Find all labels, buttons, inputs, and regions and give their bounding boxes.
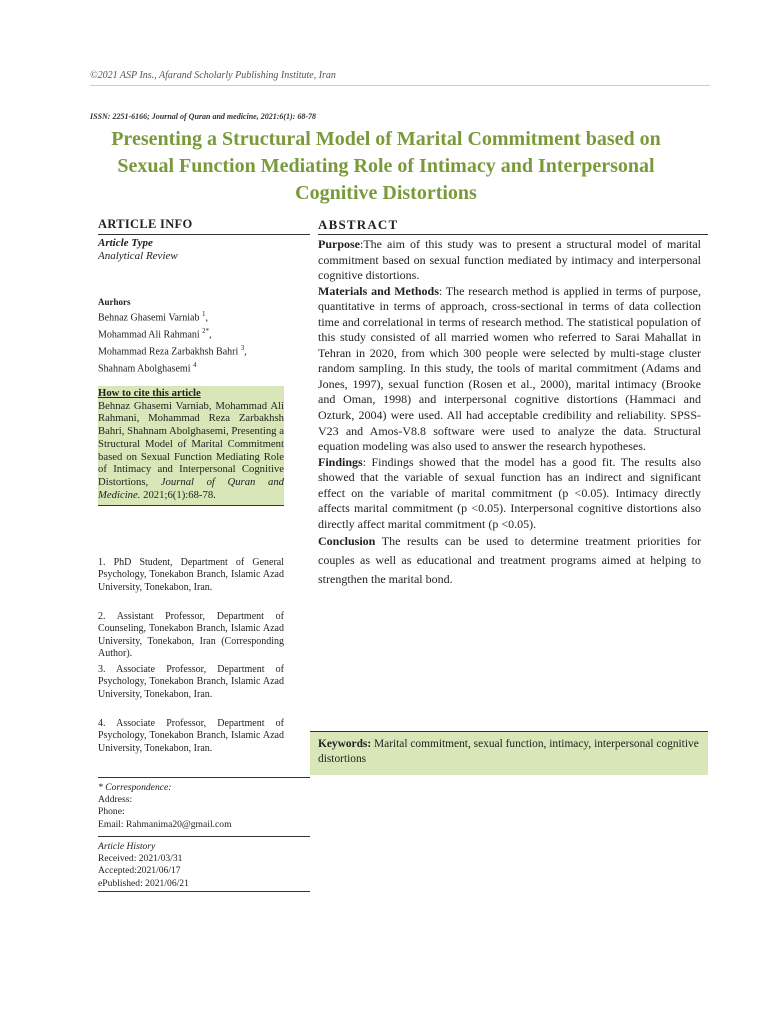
abstract-heading: ABSTRACT xyxy=(318,217,399,232)
correspondence-label: * Correspondence: xyxy=(98,782,172,793)
copyright-line: ©2021 ASP Ins., Afarand Scholarly Publishing Institute, Iran xyxy=(90,70,336,81)
findings-label: Findings xyxy=(318,454,363,469)
keywords-label: Keywords: xyxy=(318,738,372,750)
correspondence-block xyxy=(98,782,232,831)
correspondence-phone: Phone: xyxy=(98,806,125,818)
history-bottom-rule xyxy=(98,891,310,892)
keywords-box xyxy=(310,732,708,775)
title-line-3: Cognitive Distortions xyxy=(295,182,477,204)
affiliation-1: 1. PhD Student, Department of General Psychology, Tonekabon Branch, Islamic Azad University, Tonekabon, Iran. xyxy=(98,557,284,593)
citation-journal: Journal of Quran and Medicine. xyxy=(98,475,284,501)
keywords-text: Marital commitment, sexual function, intimacy, interpersonal cognitive distortions xyxy=(318,738,699,765)
authors-heading: Aurhors xyxy=(98,297,131,307)
authors-list xyxy=(98,308,284,376)
affiliation-3: 3. Associate Professor, Department of Psychology, Tonekabon Branch, Islamic Azad University, Tonekabon, Iran. xyxy=(98,664,284,700)
author-item: Shahnam Abolghasemi $^4$ xyxy=(98,360,197,375)
conclusion-text: The results can be used to determine treatment priorities for couples as well as educational and treatment programs aimed at helping to strengthen the marital bond. xyxy=(318,534,701,587)
title-line-2: Sexual Function Mediating Role of Intimacy and Interpersonal xyxy=(117,155,655,177)
abstract-rule xyxy=(318,234,708,235)
history-label: Article History xyxy=(98,841,156,852)
history-rule xyxy=(98,836,310,837)
abstract-body xyxy=(318,237,701,589)
author-item: Mohammad Reza Zarbakhsh Bahri $^3$, xyxy=(98,343,247,358)
history-published: ePublished: 2021/06/21 xyxy=(98,877,189,889)
history-received: Received: 2021/03/31 xyxy=(98,853,183,865)
citation-text: Behnaz Ghasemi Varniab, Mohammad Ali Rahmani, Mohammad Reza Zarbakhsh Bahri, Shahnam Abolghasemi, Presenting a Structural Model of Marital Commitment based on Sexual Function Mediating Role of Intimacy and Interpersonal Cognitive Distortions, xyxy=(98,399,284,488)
methods-text: : The research method is applied in terms of purpose, quantitative in terms of approach, cross-sectional in terms of data collection time and correlational in terms of research method. The statistical population of this study consisted of all married women who referred to Sarai Mahallat in Tehran in 2020, from which 300 people were selected by multi-stage cluster random sampling. In this study, the tools of marital commitment (Adams and Jones, 1997), sexual function (Rosen et al., 2000), marital intimacy (Brooke and Oman, 1998) and interpersonal cognitive distortions (Hammaci and Ozturk, 2004) were used. All had acceptable credibility and reliability. SPSS-V23 and Amos-V8.8 software were used to analyze the data. Structural equation modeling was also used to answer the research hypotheses. xyxy=(318,283,702,454)
correspondence-rule xyxy=(98,777,310,778)
issn-line: ISSN: 2251-6166; Journal of Quran and medicine, 2021:6(1): 68-78 xyxy=(90,112,317,121)
findings-text: : Findings showed that the model has a good fit. The results also showed that the variable of sexual function has an indirect and significant effect on the variable of marital commitment (p <0.05). Intimacy directly affects marital commitment (p <0.05). Interpersonal cognitive distortions also directly affect marital commitment (p <0.05). xyxy=(318,454,701,531)
correspondence-address: Address: xyxy=(98,794,133,806)
affiliation-4: 4. Associate Professor, Department of Psychology, Tonekabon Branch, Islamic Azad University, Tonekabon, Iran. xyxy=(98,718,284,754)
citation-box xyxy=(98,386,284,506)
article-history xyxy=(98,841,189,890)
header-rule xyxy=(90,85,710,86)
paper-title xyxy=(90,126,682,207)
purpose-label: Purpose xyxy=(318,237,360,251)
author-item: Mohammad Ali Rahmani $^{2*}$, xyxy=(98,326,212,341)
article-type-label: Article Type xyxy=(98,237,153,249)
methods-label: Materials and Methods xyxy=(318,283,439,298)
author-item: Behnaz Ghasemi Varniab $^1$, xyxy=(98,310,208,324)
article-info-heading: ARTICLE INFO xyxy=(98,217,193,231)
title-line-1: Presenting a Structural Model of Marital Commitment based on xyxy=(111,128,661,150)
article-info-rule xyxy=(98,234,310,235)
conclusion-label: Conclusion xyxy=(318,534,376,549)
article-type-value: Analytical Review xyxy=(98,250,178,262)
correspondence-email: Email: Rahmanima20@gmail.com xyxy=(98,818,232,830)
citation-heading: How to cite this article xyxy=(98,387,201,399)
citation-tail: 2021;6(1):68-78. xyxy=(140,488,216,501)
purpose-text: :The aim of this study was to present a structural model of marital commitment based on sexual function mediated by intimacy and interpersonal cognitive distortions. xyxy=(318,237,701,283)
affiliation-2: 2. Assistant Professor, Department of Counseling, Tonekabon Branch, Islamic Azad University, Tonekabon, Iran (Corresponding Author). xyxy=(98,611,284,660)
history-accepted: Accepted:2021/06/17 xyxy=(98,865,181,877)
